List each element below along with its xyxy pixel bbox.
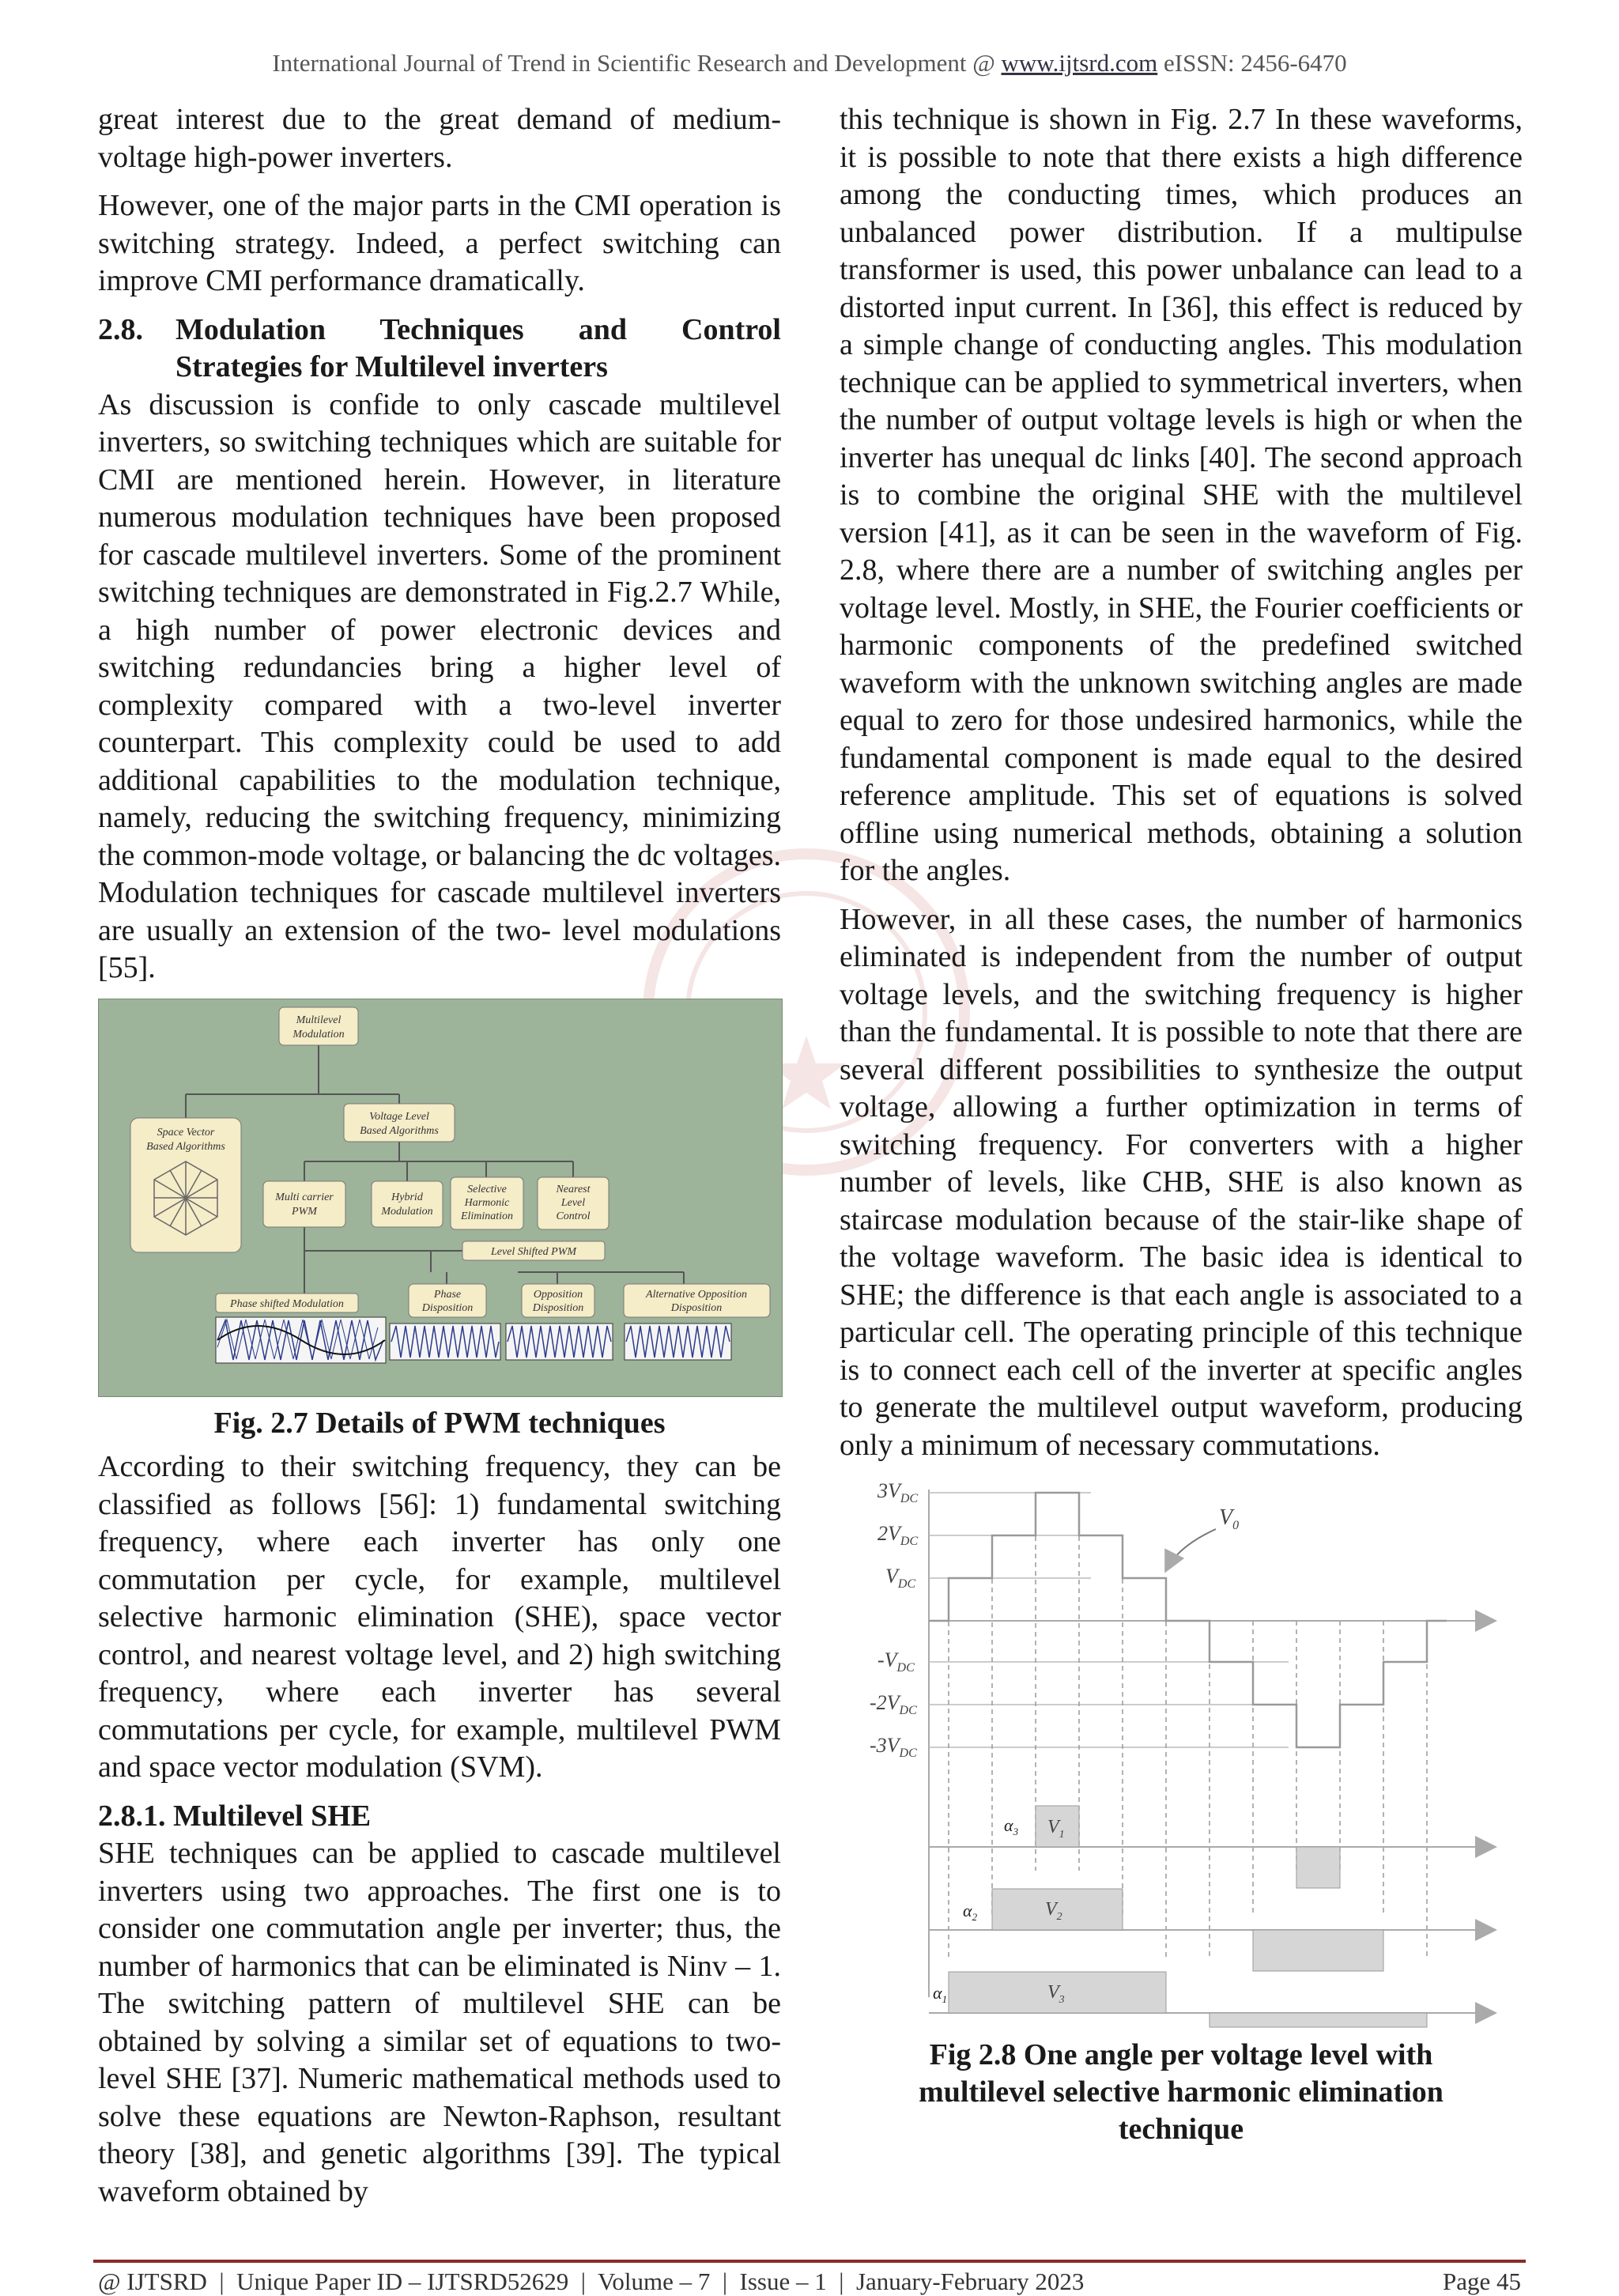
v3-label: $V_3$ [1047, 1982, 1065, 2006]
footer-info: @ IJTSRD | Unique Paper ID – IJTSRD52629 | Volume – 7 | Issue – 1 | January-February 2023 [98, 2268, 1085, 2295]
page-number: Page 45 [1442, 2268, 1521, 2295]
node-label: Space Vector [157, 1126, 215, 1139]
paragraph: this technique is shown in Fig. 2.7 In these waveforms, it is possible to note that there exists a high difference among the conducting times, which produces an unbalanced power distribution. If a multipulse transformer is used, this power unbalance can lead to a distorted input current. In [36], this effect is reduced by a simple change of conducting angles. This modulation technique can be applied to symmetrical inverters, when the number of output voltage levels is high or when the inverter has unequal dc links [40]. The second approach is to combine the original SHE with the multilevel version [41], as it can be seen in the waveform of Fig. 2.8, where there are a number of switching angles per voltage level. Mostly, in SHE, the Fourier coefficients or harmonic components of the predefined switched waveform with the unknown switching angles are made equal to zero for those undesired harmonics, while the fundamental component is made equal to the desired reference amplitude. This set of equations is solved offline using numerical methods, obtaining a solution for the angles. [840, 103, 1523, 887]
journal-link[interactable]: www.ijtsrd.com [1001, 49, 1158, 77]
y-label-3vdc: $3V_{DC}$ [877, 1479, 919, 1505]
node-label: Based Algorithms [146, 1140, 225, 1153]
y-label-vdc: $V_{DC}$ [885, 1565, 916, 1591]
alpha2-label: $\alpha_2$ [963, 1901, 978, 1923]
node-label: Level [560, 1196, 586, 1209]
node-root [279, 1007, 358, 1045]
node-space-vector [130, 1118, 241, 1252]
node-label: Based Algorithms [360, 1124, 439, 1137]
node-label: Level Shifted PWM [490, 1245, 577, 1258]
figure-2-8 [846, 1475, 1510, 2029]
node-alt-opposition-disposition [624, 1284, 770, 1360]
node-label: Nearest [556, 1183, 591, 1195]
y-label-neg-3vdc: $-3V_{DC}$ [870, 1734, 917, 1760]
node-label: Modulation [292, 1028, 345, 1040]
y-label-2vdc: $2V_{DC}$ [877, 1522, 919, 1548]
left-column [98, 101, 781, 2222]
paragraph: As discussion is confide to only cascade multilevel inverters, so switching techniques which are suitable for CMI are mentioned herein. However, in literature numerous modulation techniques have been proposed for cascade multilevel inverters. Some of the prominent switching techniques are demonstrated in Fig.2.7 While, a high number of power electronic devices and switching redundancies bring a higher level of complexity compared with a two-level inverter counterpart. This complexity could be used to add additional capabilities to the modulation technique, namely, reducing the switching frequency, minimizing the common-mode voltage, or balancing the dc voltages. Modulation techniques for cascade multilevel inverters are usually an extension of the two- level modulations [55]. [98, 387, 781, 984]
node-label: Opposition [533, 1288, 583, 1301]
node-label: Phase [433, 1288, 462, 1301]
y-label-neg-vdc: $-V_{DC}$ [877, 1648, 915, 1675]
pwm-tree-diagram [99, 999, 782, 1396]
footer-rule [93, 2260, 1526, 2263]
node-opposition-disposition [506, 1284, 613, 1360]
node-label: PWM [292, 1205, 317, 1218]
section-number: 2.8. [98, 312, 143, 346]
alpha1-label: $\alpha_1$ [933, 1983, 948, 2005]
running-header [0, 49, 1619, 77]
paragraph: However, in all these cases, the number of harmonics eliminated is independent from the number of output voltage levels, and the switching frequency is higher than the fundamental. It is possible to note that there are several different possibilities to synthesize the output voltage, allowing a further optimization in terms of switching frequency. For converters with a higher number of levels, like CHB, SHE is also known as staircase modulation because of the stair-like shape of the voltage waveform. The basic idea is identical to SHE; the difference is that each angle is associated to a particular cell. The operating principle of this technique is to connect each cell of the inverter at specific angles to generate the multilevel output waveform, producing only a minimum of necessary commutations. [840, 902, 1523, 1462]
subsection-heading-2-8-1: 2.8.1. Multilevel SHE [98, 1799, 372, 1833]
v2-label: $V_2$ [1045, 1899, 1062, 1923]
running-footer [98, 2268, 1521, 2296]
node-label: Alternative Opposition [646, 1288, 747, 1301]
node-phase-disposition [390, 1284, 500, 1360]
node-box [372, 1181, 443, 1227]
right-column [840, 101, 1523, 2148]
v2-negative-pulse [1253, 1930, 1383, 1971]
node-level-shifted [462, 1241, 605, 1260]
node-voltage-level [344, 1104, 455, 1142]
tree-connectors [186, 1045, 684, 1312]
node-label: Elimination [460, 1210, 514, 1222]
v1-label: $V_1$ [1047, 1817, 1065, 1841]
figure-2-7 [98, 999, 783, 1397]
v1-negative-pulse [1296, 1847, 1340, 1888]
v3-negative-pulse [1210, 2013, 1427, 2027]
paragraph: great interest due to the great demand of medium-voltage high-power inverters. [98, 103, 781, 174]
node-label: Control [556, 1210, 591, 1222]
node-label: Modulation [381, 1205, 433, 1218]
node-box [263, 1181, 345, 1227]
node-label: Multilevel [296, 1014, 342, 1026]
alpha3-label: $\alpha_3$ [1004, 1815, 1019, 1837]
paragraph: According to their switching frequency, they can be classified as follows [56]: 1) fundamental switching frequency, where each inverter has only one commutation per cycle, for example, multilevel selective harmonic elimination (SHE), space vector control, and nearest voltage level, and 2) high switching frequency, where each inverter has several commutations per cycle, for example, multilevel PWM and space vector modulation (SVM). [98, 1450, 781, 1784]
section-title-line1: Modulation Techniques and Control [175, 312, 781, 346]
node-label: Phase shifted Modulation [230, 1297, 344, 1310]
node-phase-shifted [216, 1293, 386, 1363]
node-nlc [538, 1177, 609, 1229]
node-label: Multi carrier [275, 1191, 334, 1203]
section-title-line2: Strategies for Multilevel inverters [175, 350, 608, 383]
node-label: Disposition [421, 1301, 474, 1314]
section-heading-2-8 [98, 312, 781, 387]
v2-positive-pulse [992, 1889, 1123, 1930]
figure-2-7-caption: Fig. 2.7 Details of PWM techniques [213, 1406, 666, 1440]
node-label: Disposition [532, 1301, 584, 1314]
node-label: Hybrid [391, 1191, 423, 1203]
figure-2-8-caption: Fig 2.8 One angle per voltage level with multilevel selective harmonic elimination technique [919, 2038, 1444, 2146]
node-label: Harmonic [464, 1196, 510, 1209]
header-prefix: International Journal of Trend in Scientific Research and Development @ [272, 49, 1002, 77]
node-hybrid [372, 1181, 443, 1227]
paragraph: However, one of the major parts in the CMI operation is switching strategy. Indeed, a perfect switching can improve CMI performance dramatically. [98, 189, 781, 297]
header-suffix: eISSN: 2456-6470 [1157, 49, 1347, 77]
node-she [451, 1177, 523, 1229]
v0-label: $V_0$ [1219, 1505, 1240, 1532]
angle-markers [949, 1493, 1427, 1958]
paragraph: SHE techniques can be applied to cascade multilevel inverters using two approaches. The first one is to consider one commutation angle per inverter; thus, the number of harmonics that can be eliminated is Ninv – 1. The switching pattern of multilevel SHE can be obtained by solving a similar set of equations to two-level SHE [37]. Numeric mathematical methods used to solve these equations are Newton-Raphson, resultant theory [38], and genetic algorithms [39]. The typical waveform obtained by [98, 1837, 781, 2208]
node-label: Voltage Level [369, 1110, 429, 1123]
node-label: Selective [467, 1183, 507, 1195]
v0-pointer-arrow [1166, 1529, 1216, 1570]
y-label-neg-2vdc: $-2V_{DC}$ [870, 1691, 917, 1717]
node-label: Disposition [670, 1301, 723, 1314]
y-axis-labels [870, 1479, 918, 1760]
node-multicarrier [263, 1181, 345, 1227]
